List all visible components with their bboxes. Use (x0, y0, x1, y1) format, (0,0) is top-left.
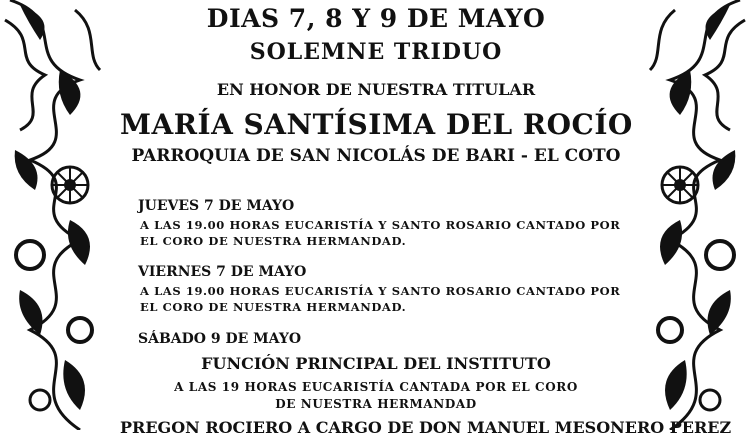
right-ornamental-border (632, 0, 750, 430)
event-description-line: A LAS 19.00 HORAS EUCARISTÍA Y SANTO ROSARIO CANTADO POR (140, 218, 621, 232)
flower-icon (662, 167, 698, 203)
event-title: SOLEMNE TRIDUO (249, 39, 503, 65)
event-day-label: JUEVES 7 DE MAYO (138, 198, 295, 214)
function-title: FUNCIÓN PRINCIPAL DEL INSTITUTO (201, 354, 551, 373)
announcement-content (120, 0, 732, 437)
event-day-label: VIERNES 7 DE MAYO (138, 264, 307, 280)
pregon-line: PREGON ROCIERO A CARGO DE DON MANUEL MESONERO PEREZ (120, 418, 732, 437)
event-day-label: SÁBADO 9 DE MAYO (138, 331, 302, 347)
event-description-line: DE NUESTRA HERMANDAD (275, 397, 477, 411)
parish-name: PARROQUIA DE SAN NICOLÁS DE BARI - EL COTO (131, 146, 621, 166)
honor-subtitle: EN HONOR DE NUESTRA TITULAR (216, 80, 536, 99)
event-dates-heading: DIAS 7, 8 Y 9 DE MAYO (206, 4, 546, 33)
event-description-line: EL CORO DE NUESTRA HERMANDAD. (140, 234, 407, 248)
event-description-line: A LAS 19 HORAS EUCARISTÍA CANTADA POR EL CORO (174, 380, 578, 394)
flower-icon (52, 167, 88, 203)
event-description-line: EL CORO DE NUESTRA HERMANDAD. (140, 300, 407, 314)
event-description-line: A LAS 19.00 HORAS EUCARISTÍA Y SANTO ROSARIO CANTADO POR (140, 284, 621, 298)
left-ornamental-border (0, 0, 118, 430)
titular-name: MARÍA SANTÍSIMA DEL ROCÍO (120, 108, 633, 141)
